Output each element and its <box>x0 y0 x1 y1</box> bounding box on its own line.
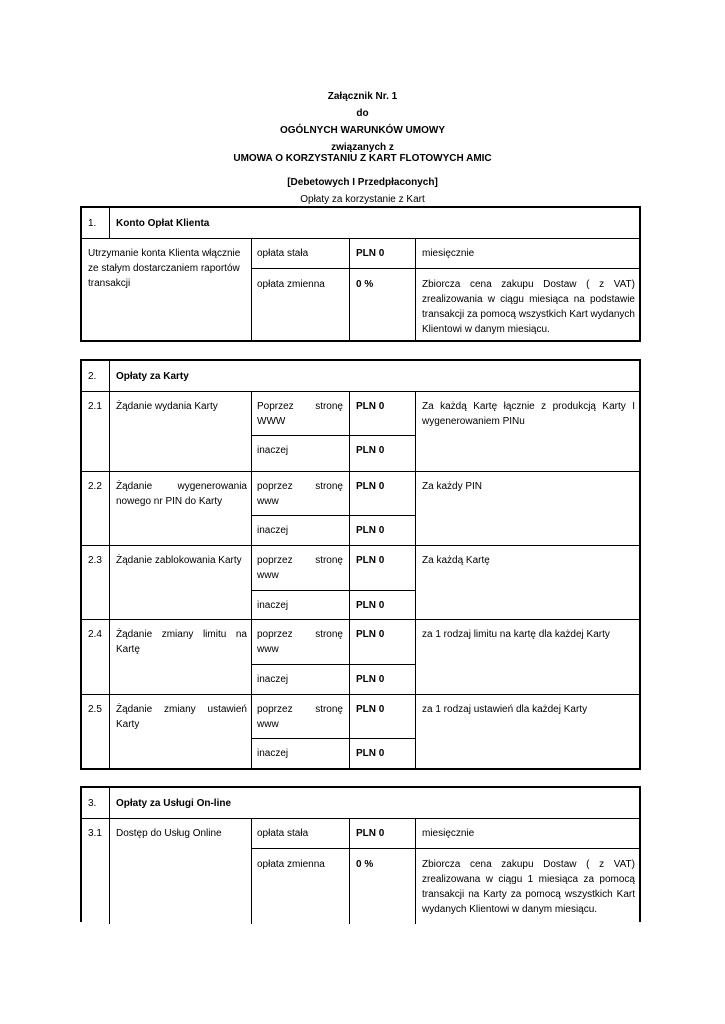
annex-to: do <box>356 108 369 119</box>
item-value-other: PLN 0 <box>356 525 385 536</box>
item-number: 2.5 <box>88 704 102 715</box>
item-value-web: PLN 0 <box>356 481 385 492</box>
fee-note-fixed: miesięcznie <box>422 828 475 839</box>
fee-note-variable: Zbiorcza cena zakupu Dostaw ( z VAT) zrealizowania w ciągu miesiąca na podstawie transakcji za pomocą wszystkich Kart wydanych Klientowi w danym miesiącu. <box>422 279 635 335</box>
item-value-other: PLN 0 <box>356 445 385 456</box>
section-1-title: Konto Opłat Klienta <box>116 218 210 229</box>
item-channel-other: inaczej <box>257 600 289 611</box>
item-value-other: PLN 0 <box>356 600 385 611</box>
section-3-title: Opłaty za Usługi On-line <box>116 798 232 809</box>
annex-number: Załącznik Nr. 1 <box>327 91 398 102</box>
item-note: za 1 rodzaj ustawień dla każdej Karty <box>422 704 588 715</box>
fee-type-variable: opłata zmienna <box>257 859 325 870</box>
fee-type-variable: opłata zmienna <box>257 279 325 290</box>
item-channel-web: poprzez stronę www <box>257 629 343 655</box>
card-types: [Debetowych I Przedpłaconych] <box>287 177 438 188</box>
item-description: Żądanie wydania Karty <box>116 401 218 412</box>
item-number: 2.4 <box>88 629 102 640</box>
fee-note-fixed: miesięcznie <box>422 248 475 259</box>
fee-note-variable: Zbiorcza cena zakupu Dostaw ( z VAT) zrealizowana w ciągu 1 miesiąca za pomocą transakcji na Karty za pomocą wszystkich Kart wydanych Klientowi w danym miesiącu. <box>422 859 635 915</box>
fees-caption: Opłaty za korzystanie z Kart <box>300 194 425 205</box>
item-note: za 1 rodzaj limitu na kartę dla każdej Karty <box>422 629 610 640</box>
fee-value-fixed: PLN 0 <box>356 828 385 839</box>
item-description: Żądanie zablokowania Karty <box>116 555 242 566</box>
item-channel-other: inaczej <box>257 525 289 536</box>
related-to: związanych z <box>331 142 394 153</box>
item-number: 2.3 <box>88 555 102 566</box>
section-2-number: 2. <box>88 371 97 382</box>
section-1-description: Utrzymanie konta Klienta włącznie ze stałym dostarczaniem raportów transakcji <box>88 248 241 289</box>
section-3-number: 3. <box>88 798 97 809</box>
section-1-number: 1. <box>88 218 97 229</box>
item-value-web: PLN 0 <box>356 555 385 566</box>
item-value-web: PLN 0 <box>356 629 385 640</box>
item-description: Żądanie zmiany limitu na Kartę <box>116 629 247 655</box>
fee-type-fixed: opłata stała <box>257 248 309 259</box>
item-number: 2.1 <box>88 401 102 412</box>
section-3-table <box>80 786 641 922</box>
section-2-title: Opłaty za Karty <box>116 371 189 382</box>
item-channel-web: poprzez stronę www <box>257 481 343 507</box>
item-description: Żądanie wygenerowania nowego nr PIN do Karty <box>116 481 247 507</box>
section-2-table <box>80 359 641 770</box>
item-note: Za każdy PIN <box>422 481 483 492</box>
item-note: Za każdą Kartę <box>422 555 490 566</box>
item-number: 2.2 <box>88 481 102 492</box>
item-note: Za każdą Kartę łącznie z produkcją Karty I wygenerowaniem PINu <box>422 401 635 427</box>
item-channel-other: inaczej <box>257 674 289 685</box>
item-channel-web: Poprzez stronę WWW <box>257 401 343 427</box>
item-value-web: PLN 0 <box>356 401 385 412</box>
item-value-web: PLN 0 <box>356 704 385 715</box>
item-description: Dostęp do Usług Online <box>116 828 222 839</box>
item-value-other: PLN 0 <box>356 748 385 759</box>
fee-value-variable: 0 % <box>356 859 374 870</box>
fee-type-fixed: opłata stała <box>257 828 309 839</box>
item-channel-other: inaczej <box>257 748 289 759</box>
item-value-other: PLN 0 <box>356 674 385 685</box>
item-description: Żądanie zmiany ustawień Karty <box>116 704 247 730</box>
fee-value-fixed: PLN 0 <box>356 248 385 259</box>
item-channel-web: poprzez stronę www <box>257 704 343 730</box>
item-number: 3.1 <box>88 828 102 839</box>
item-channel-other: inaczej <box>257 445 289 456</box>
fee-value-variable: 0 % <box>356 279 374 290</box>
item-channel-web: poprzez stronę www <box>257 555 343 581</box>
section-1-table <box>80 206 641 342</box>
agreement-title: UMOWA O KORZYSTANIU Z KART FLOTOWYCH AMIC <box>233 153 492 164</box>
document-title: OGÓLNYCH WARUNKÓW UMOWY <box>280 125 445 136</box>
